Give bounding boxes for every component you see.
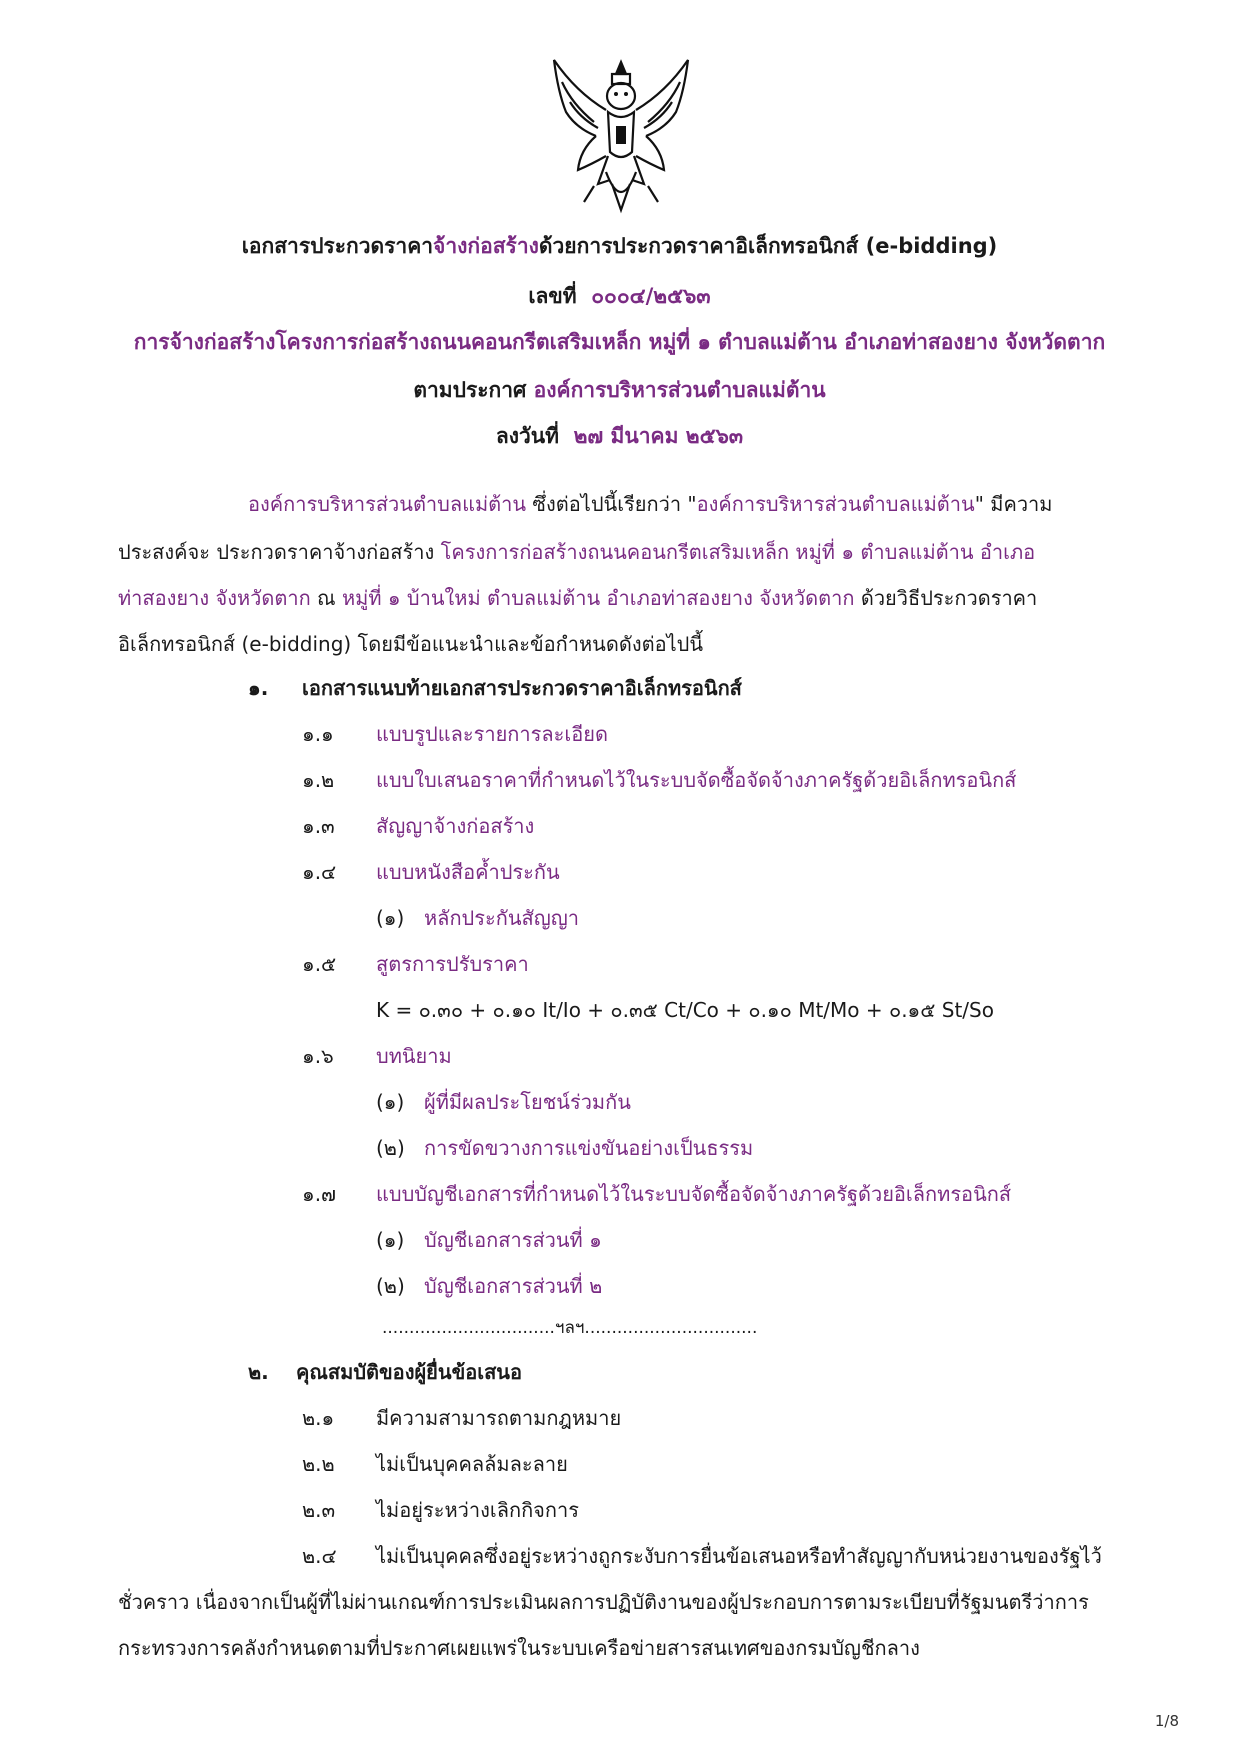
item-number: ๒.๑ (302, 1406, 335, 1430)
announcement-line: ตามประกาศ องค์การบริหารส่วนตำบลแม่ต้าน (413, 378, 826, 402)
garuda-emblem (536, 52, 706, 222)
item-number: ๒.๒ (302, 1452, 335, 1476)
section-1-number: ๑. (248, 676, 269, 700)
item-text: สัญญาจ้างก่อสร้าง (376, 814, 535, 838)
subitem-number: (๑) (376, 1090, 405, 1114)
item-text: บทนิยาม (376, 1044, 452, 1068)
subitem-text: บัญชีเอกสารส่วนที่ ๒ (424, 1274, 603, 1298)
item-text: ไม่อยู่ระหว่างเลิกกิจการ (376, 1498, 579, 1522)
intro-line-4: อิเล็กทรอนิกส์ (e-bidding) โดยมีข้อแนะนำและข้อกำหนดดังต่อไปนี้ (118, 632, 704, 656)
project-title: การจ้างก่อสร้างโครงการก่อสร้างถนนคอนกรีตเสริมเหล็ก หมู่ที่ ๑ ตำบลแม่ต้าน อำเภอท่าสองยาง จังหวัดตาก (133, 330, 1106, 354)
subitem-text: หลักประกันสัญญา (424, 906, 580, 930)
item-number: ๑.๖ (302, 1044, 334, 1068)
etc-separator: ................................ฯลฯ................................ (382, 1318, 758, 1338)
document-number: เลขที่ ๐๐๐๔/๒๕๖๓ (528, 284, 711, 308)
subitem-text: บัญชีเอกสารส่วนที่ ๑ (424, 1228, 602, 1252)
item-text: สูตรการปรับราคา (376, 952, 529, 976)
item-text: แบบรูปและรายการละเอียด (376, 722, 608, 746)
item-text: ไม่เป็นบุคคลซึ่งอยู่ระหว่างถูกระงับการยื่นข้อเสนอหรือทำสัญญากับหน่วยงานของรัฐไว้ (376, 1544, 1102, 1568)
item-continuation: ชั่วคราว เนื่องจากเป็นผู้ที่ไม่ผ่านเกณฑ์การประเมินผลการปฏิบัติงานของผู้ประกอบการตามระเบียบที่รัฐมนตรีว่าการ (118, 1590, 1089, 1614)
subitem-number: (๒) (376, 1136, 405, 1160)
item-continuation: กระทรวงการคลังกำหนดตามที่ประกาศเผยแพร่ในระบบเครือข่ายสารสนเทศของกรมบัญชีกลาง (118, 1636, 920, 1660)
subitem-number: (๑) (376, 1228, 405, 1252)
item-number: ๑.๕ (302, 952, 337, 976)
item-number: ๑.๗ (302, 1182, 337, 1206)
item-text: มีความสามารถตามกฎหมาย (376, 1406, 622, 1430)
announcement-date: ลงวันที่ ๒๗ มีนาคม ๒๕๖๓ (495, 424, 744, 448)
item-number: ๑.๒ (302, 768, 335, 792)
intro-line-3: ท่าสองยาง จังหวัดตาก ณ หมู่ที่ ๑ บ้านใหม่ ตำบลแม่ต้าน อำเภอท่าสองยาง จังหวัดตาก ด้วยวิธีประกวดราคา (118, 586, 1038, 610)
item-text: แบบบัญชีเอกสารที่กำหนดไว้ในระบบจัดซื้อจัดจ้างภาครัฐด้วยอิเล็กทรอนิกส์ (376, 1182, 1012, 1206)
item-number: ๒.๔ (302, 1544, 337, 1568)
section-2-title: คุณสมบัติของผู้ยื่นข้อเสนอ (296, 1360, 522, 1384)
item-text: ไม่เป็นบุคคลล้มละลาย (376, 1452, 568, 1476)
subitem-number: (๑) (376, 906, 405, 930)
item-text: แบบใบเสนอราคาที่กำหนดไว้ในระบบจัดซื้อจัดจ้างภาครัฐด้วยอิเล็กทรอนิกส์ (376, 768, 1017, 792)
section-2-number: ๒. (248, 1360, 269, 1384)
subitem-text: การขัดขวางการแข่งขันอย่างเป็นธรรม (424, 1136, 754, 1160)
subitem-text: ผู้ที่มีผลประโยชน์ร่วมกัน (424, 1090, 631, 1114)
section-1-title: เอกสารแนบท้ายเอกสารประกวดราคาอิเล็กทรอนิกส์ (302, 676, 742, 700)
item-number: ๑.๑ (302, 722, 334, 746)
item-number: ๑.๓ (302, 814, 335, 838)
intro-line-1: องค์การบริหารส่วนตำบลแม่ต้าน ซึ่งต่อไปนี้เรียกว่า "องค์การบริหารส่วนตำบลแม่ต้าน" มีความ (248, 492, 1053, 516)
subitem-number: (๒) (376, 1274, 405, 1298)
page-number: 1/8 (1154, 1712, 1179, 1730)
intro-line-2: ประสงค์จะ ประกวดราคาจ้างก่อสร้าง โครงการก่อสร้างถนนคอนกรีตเสริมเหล็ก หมู่ที่ ๑ ตำบลแม่ต้าน อำเภอ (118, 540, 1036, 564)
item-number: ๒.๓ (302, 1498, 336, 1522)
item-text: แบบหนังสือค้ำประกัน (376, 860, 560, 884)
document-title: เอกสารประกวดราคาจ้างก่อสร้างด้วยการประกวดราคาอิเล็กทรอนิกส์ (e-bidding) (241, 234, 998, 258)
item-number: ๑.๔ (302, 860, 337, 884)
price-formula: K = ๐.๓๐ + ๐.๑๐ It/Io + ๐.๓๕ Ct/Co + ๐.๑๐ Mt/Mo + ๐.๑๕ St/So (376, 998, 994, 1022)
